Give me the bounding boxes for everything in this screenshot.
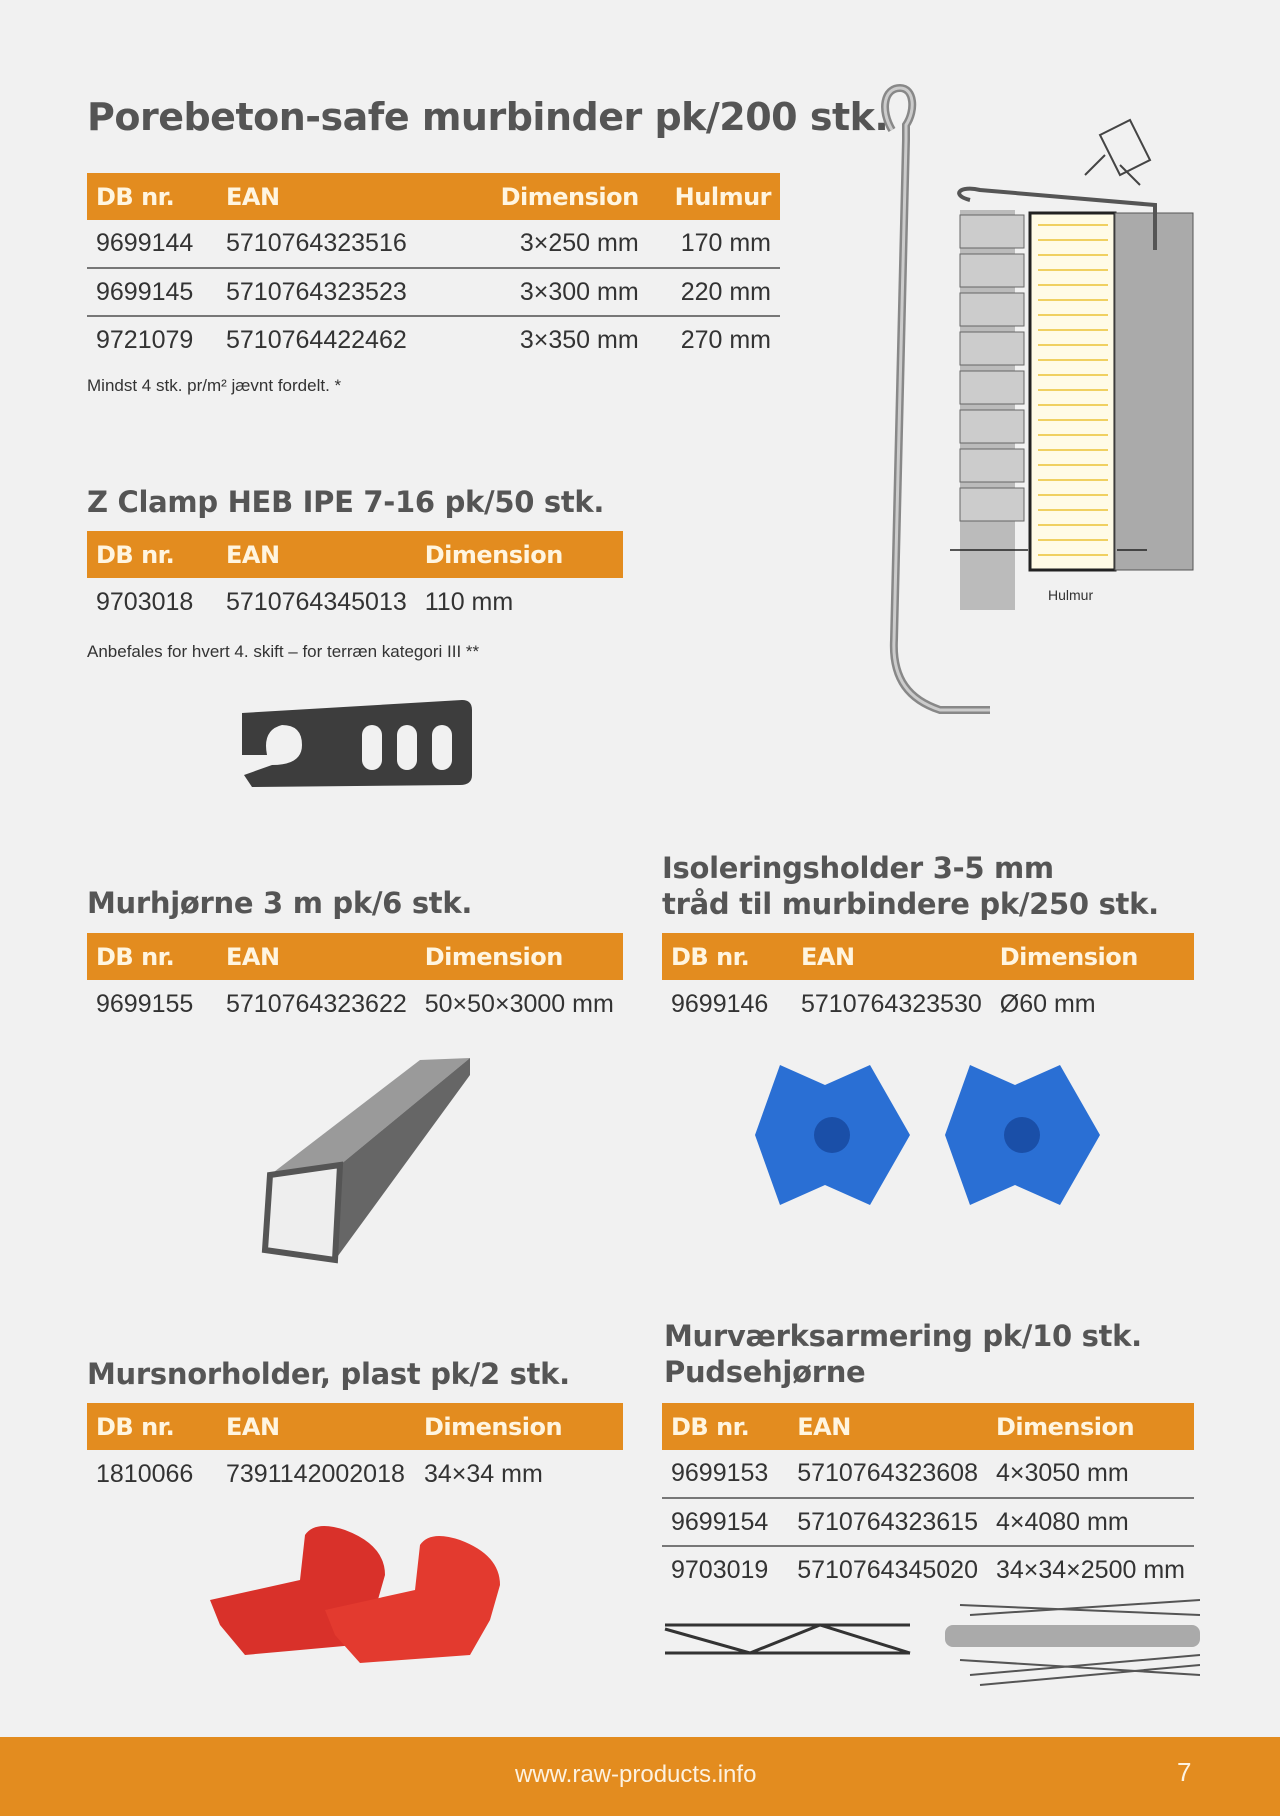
col-header: EAN xyxy=(217,531,416,578)
table-cell: Ø60 mm xyxy=(999,989,1096,1018)
product-table xyxy=(662,1403,1194,1594)
table-cell: 9699154 xyxy=(662,1498,788,1546)
table-cell: 110 mm xyxy=(424,587,514,616)
section-title: Mursnorholder, plast pk/2 stk. xyxy=(87,1357,570,1391)
reinforcement-image xyxy=(660,1595,1200,1695)
table-cell: 9721079 xyxy=(96,326,194,354)
section-title-line1: Isoleringsholder 3-5 mm xyxy=(662,851,1054,885)
table-cell: 4×3050 mm xyxy=(987,1450,1194,1498)
col-header: EAN xyxy=(792,933,991,980)
product-table xyxy=(87,173,780,364)
product-table xyxy=(87,531,623,626)
col-header: DB nr. xyxy=(662,933,792,980)
col-header: DB nr. xyxy=(662,1403,788,1450)
col-header: Dimension xyxy=(987,1403,1194,1450)
table-cell: 9703018 xyxy=(96,587,194,616)
col-header: Dimension xyxy=(991,933,1194,980)
col-header: DB nr. xyxy=(87,173,217,220)
section-title-line1: Murværksarmering pk/10 stk. xyxy=(664,1319,1142,1353)
table-row xyxy=(662,1498,1194,1546)
product-table xyxy=(87,933,623,1028)
table-row xyxy=(87,1450,623,1498)
table-cell: 9699153 xyxy=(662,1450,788,1498)
table-cell: 5710764345020 xyxy=(797,1556,978,1584)
table-cell: 1810066 xyxy=(96,1459,194,1488)
section-title: Porebeton-safe murbinder pk/200 stk. xyxy=(87,95,889,139)
footnote: Anbefales for hvert 4. skift – for terræn kategori III ** xyxy=(87,642,480,661)
table-cell: 5710764323615 xyxy=(788,1498,987,1546)
table-row xyxy=(662,1450,1194,1498)
col-header: Dimension xyxy=(416,933,623,980)
section-title-line2: tråd til murbindere pk/250 stk. xyxy=(662,887,1159,921)
table-cell: 9703019 xyxy=(671,1556,769,1584)
col-header: EAN xyxy=(217,173,467,220)
table-row xyxy=(87,268,780,316)
line-holder-image xyxy=(205,1515,505,1665)
table-cell: 9699146 xyxy=(671,989,769,1018)
table-cell: 5710764422462 xyxy=(226,326,407,354)
table-cell: 5710764323622 xyxy=(226,989,407,1018)
page-number: 7 xyxy=(1177,1757,1192,1787)
col-header: DB nr. xyxy=(87,933,217,980)
table-cell: 3×350 mm xyxy=(519,326,639,354)
corner-profile-image xyxy=(260,1055,475,1265)
table-row xyxy=(87,578,623,626)
table-row xyxy=(87,220,780,268)
table-row xyxy=(87,980,623,1028)
table-cell: 5710764323523 xyxy=(217,268,467,316)
section-title: Murhjørne 3 m pk/6 stk. xyxy=(87,886,473,920)
insulation-holder-image xyxy=(750,1060,1110,1210)
table-cell: 4×4080 mm xyxy=(987,1498,1194,1546)
col-header: Dimension xyxy=(416,531,623,578)
table-cell: 34×34×2500 mm xyxy=(995,1556,1185,1584)
col-header: Dimension xyxy=(415,1403,623,1450)
z-clamp-image xyxy=(232,695,477,795)
table-row xyxy=(662,1546,1194,1594)
col-header: DB nr. xyxy=(87,1403,217,1450)
product-table xyxy=(87,1403,623,1498)
table-cell: 3×300 mm xyxy=(467,268,648,316)
table-cell: 270 mm xyxy=(680,326,771,354)
table-cell: 170 mm xyxy=(648,220,780,268)
col-header: EAN xyxy=(217,933,416,980)
table-cell: 5710764323530 xyxy=(801,989,982,1018)
table-cell: 7391142002018 xyxy=(226,1459,405,1488)
table-row xyxy=(662,980,1194,1028)
table-cell: 5710764323608 xyxy=(788,1450,987,1498)
section-title-line2: Pudsehjørne xyxy=(664,1355,866,1389)
table-cell: 34×34 mm xyxy=(424,1459,543,1488)
cavity-wall-diagram xyxy=(950,95,1200,615)
table-cell: 5710764323516 xyxy=(217,220,467,268)
table-cell: 9699155 xyxy=(96,989,194,1018)
col-header: Hulmur xyxy=(648,173,780,220)
table-row xyxy=(87,316,780,364)
table-cell: 9699145 xyxy=(87,268,217,316)
table-cell: 50×50×3000 mm xyxy=(424,989,614,1018)
section-title: Z Clamp HEB IPE 7-16 pk/50 stk. xyxy=(87,485,605,519)
website-link[interactable]: www.raw-products.info xyxy=(515,1761,757,1788)
table-cell: 220 mm xyxy=(648,268,780,316)
col-header: DB nr. xyxy=(87,531,217,578)
footer xyxy=(0,1737,1280,1816)
table-cell: 9699144 xyxy=(87,220,217,268)
table-cell: 3×250 mm xyxy=(467,220,648,268)
product-table xyxy=(662,933,1194,1028)
col-header: EAN xyxy=(217,1403,415,1450)
col-header: Dimension xyxy=(467,173,648,220)
table-cell: 5710764345013 xyxy=(226,587,407,616)
col-header: EAN xyxy=(788,1403,987,1450)
diagram-label: Hulmur xyxy=(1048,587,1094,603)
footnote: Mindst 4 stk. pr/m² jævnt fordelt. * xyxy=(87,376,342,395)
